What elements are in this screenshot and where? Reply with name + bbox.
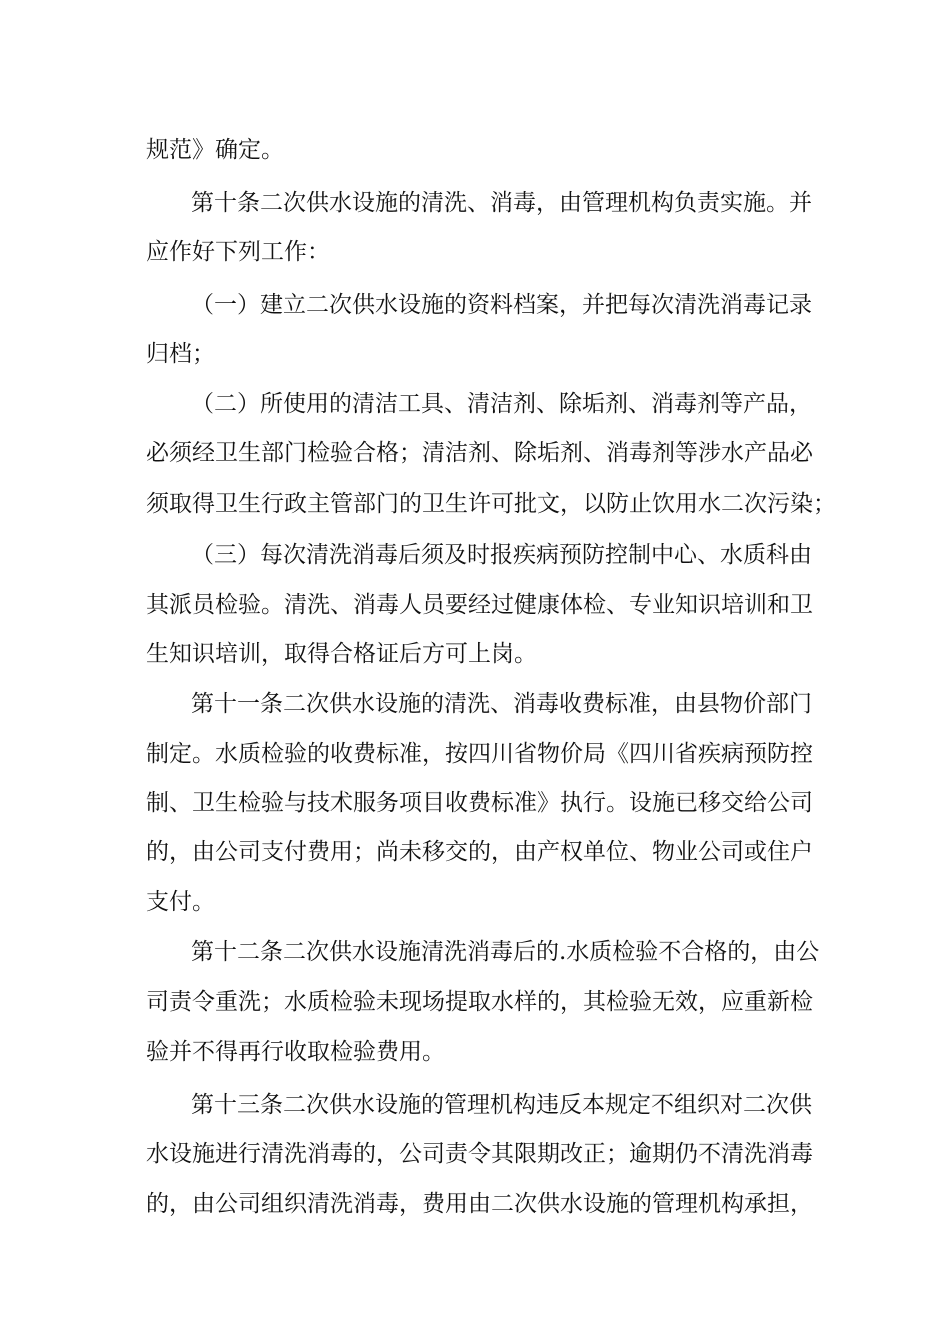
text-line: 的，由公司支付费用；尚未移交的，由产权单位、物业公司或住户	[146, 839, 813, 865]
paragraph-article-13-line: 第十三条二次供水设施的管理机构违反本规定不组织对二次供	[191, 1092, 812, 1118]
text-line: 制定。水质检验的收费标准，按四川省物价局《四川省疾病预防控	[146, 741, 813, 767]
paragraph-article-11-line: 第十一条二次供水设施的清洗、消毒收费标准，由县物价部门	[191, 691, 812, 717]
list-item-2-line: （二）所使用的清洁工具、清洁剂、除垢剂、消毒剂等产品，	[191, 391, 812, 417]
text-line: 归档；	[146, 341, 215, 367]
text-line: 规范》确定。	[146, 137, 284, 163]
text-line: 应作好下列工作：	[146, 239, 330, 265]
list-item-3-line: （三）每次清洗消毒后须及时报疾病预防控制中心、水质科由	[191, 542, 812, 568]
paragraph-article-10-line: 第十条二次供水设施的清洗、消毒，由管理机构负责实施。并	[191, 190, 812, 216]
text-line: 水设施进行清洗消毒的，公司责令其限期改正；逾期仍不清洗消毒	[146, 1141, 813, 1167]
list-item-1-line: （一）建立二次供水设施的资料档案，并把每次清洗消毒记录	[191, 292, 812, 318]
text-line: 其派员检验。清洗、消毒人员要经过健康体检、专业知识培训和卫	[146, 592, 813, 618]
text-line: 生知识培训，取得合格证后方可上岗。	[146, 641, 537, 667]
text-line: 制、卫生检验与技术服务项目收费标准》执行。设施已移交给公司	[146, 790, 813, 816]
text-line: 必须经卫生部门检验合格；清洁剂、除垢剂、消毒剂等涉水产品必	[146, 440, 813, 466]
text-line: 验并不得再行收取检验费用。	[146, 1039, 445, 1065]
text-line: 须取得卫生行政主管部门的卫生许可批文，以防止饮用水二次污染；	[146, 491, 836, 517]
text-line: 支付。	[146, 889, 215, 915]
paragraph-article-12-line: 第十二条二次供水设施清洗消毒后的.水质检验不合格的，由公	[191, 939, 820, 965]
text-line: 司责令重洗；水质检验未现场提取水样的，其检验无效，应重新检	[146, 989, 813, 1015]
text-line: 的，由公司组织清洗消毒，费用由二次供水设施的管理机构承担，	[146, 1191, 813, 1217]
